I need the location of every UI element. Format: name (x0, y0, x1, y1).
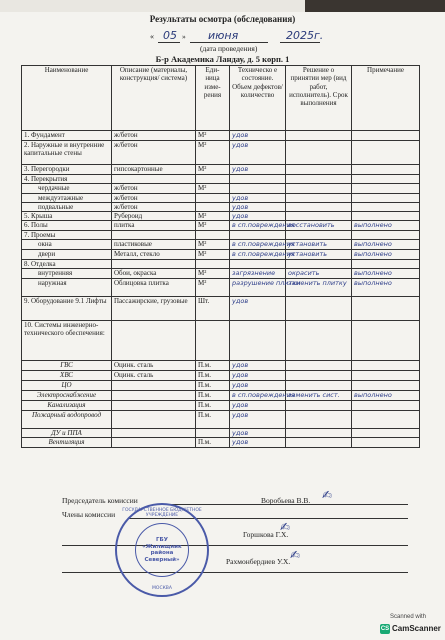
cell-unit: М² (196, 221, 230, 231)
cell-name: 7. Проемы (22, 231, 112, 240)
cell-decision: восстановить (286, 221, 352, 231)
date-year: 2025г. (286, 29, 324, 42)
cell-note: выполнено (352, 279, 420, 297)
header-name: Наименование (22, 66, 112, 131)
cell-decision (286, 141, 352, 165)
cell-desc (112, 411, 196, 429)
stamp-ring-top: ГОСУДАРСТВЕННОЕ БЮДЖЕТНОЕ УЧРЕЖДЕНИЕ (122, 508, 202, 518)
cell-state: удов (230, 165, 286, 175)
date-day: 05 (163, 29, 177, 42)
cell-name: двери (22, 250, 112, 260)
cell-name: ГВС (22, 361, 112, 371)
cell-name: 10. Системы инженерно- технического обеспечения: (22, 321, 112, 361)
cell-note: выполнено (352, 221, 420, 231)
camscanner-name: CamScanner (392, 624, 441, 633)
cell-state: разрушение плитки (230, 279, 286, 297)
cell-unit: П.м. (196, 401, 230, 411)
header-desc: Описание (материалы, конструкция/ система) (112, 66, 196, 131)
cell-name: Канализация (22, 401, 112, 411)
cell-note: выполнено (352, 269, 420, 279)
organization-stamp-icon (115, 503, 209, 597)
cell-decision (286, 212, 352, 221)
cell-unit: М² (196, 269, 230, 279)
member1-name: Горшкова Г.Х. (243, 530, 289, 539)
top-scan-shadow (305, 0, 445, 12)
cell-unit: М² (196, 212, 230, 221)
cell-name: Электроснабжение (22, 391, 112, 401)
cell-unit (196, 429, 230, 438)
cell-decision: установить (286, 250, 352, 260)
cell-note (352, 260, 420, 269)
cell-unit: П.м. (196, 361, 230, 371)
table-row (22, 371, 420, 381)
cell-name: 2. Наружные и внутренние капитальные стены (22, 141, 112, 165)
cell-state: в сп.повреждения (230, 250, 286, 260)
members-label: Члены комиссии (62, 510, 116, 519)
cell-desc: ж/бетон (112, 203, 196, 212)
cell-unit: П.м. (196, 438, 230, 448)
cell-unit: М² (196, 184, 230, 194)
header-decision: Решение о принятии мер (вид работ, исполнитель). Срок выполнения (286, 66, 352, 131)
cell-unit: М² (196, 240, 230, 250)
cell-name: 5. Крыша (22, 212, 112, 221)
cell-desc: Рубероид (112, 212, 196, 221)
cell-desc: Пассажирские, грузовые (112, 297, 196, 321)
cell-unit: М² (196, 250, 230, 260)
cell-decision (286, 184, 352, 194)
cell-decision (286, 203, 352, 212)
cell-decision (286, 429, 352, 438)
table-row (22, 184, 420, 194)
inspection-table (21, 65, 420, 448)
stamp-center (135, 523, 189, 577)
table-row (22, 212, 420, 221)
table-row (22, 438, 420, 448)
cell-state: удов (230, 297, 286, 321)
cell-decision: установить (286, 240, 352, 250)
cell-desc: Оцинк. сталь (112, 371, 196, 381)
cell-name: 4. Перекрытия (22, 175, 112, 184)
camscanner-logo-icon: CS (380, 626, 390, 632)
member2-signature-icon: ✍ (290, 548, 301, 562)
cell-state: удов (230, 429, 286, 438)
header-note: Примечание (352, 66, 420, 131)
date-month-underline (190, 42, 268, 43)
table-row (22, 221, 420, 231)
cell-state: в сп.повреждения (230, 391, 286, 401)
cell-note (352, 212, 420, 221)
scanned-with-text: Scanned with (390, 614, 427, 620)
cell-desc: гипсокартонные (112, 165, 196, 175)
table-row (22, 131, 420, 141)
cell-state: в сп.повреждения (230, 221, 286, 231)
cell-unit: П.м. (196, 411, 230, 429)
date-line (150, 32, 154, 41)
table-row (22, 165, 420, 175)
table-row (22, 429, 420, 438)
cell-note (352, 361, 420, 371)
cell-decision (286, 260, 352, 269)
cell-desc: Оцинк. сталь (112, 361, 196, 371)
cell-note (352, 231, 420, 240)
table-body (22, 131, 420, 448)
cell-desc: ж/бетон (112, 184, 196, 194)
chair-label: Председатель комиссии (62, 496, 138, 505)
cell-name: подвальные (22, 203, 112, 212)
table-row (22, 321, 420, 361)
cell-name: Пожарный водопровод (22, 411, 112, 429)
cell-decision (286, 438, 352, 448)
cell-note: выполнено (352, 240, 420, 250)
cell-state (230, 231, 286, 240)
cell-unit: П.м. (196, 391, 230, 401)
cell-name: ЦО (22, 381, 112, 391)
cell-desc: пластиковые (112, 240, 196, 250)
cell-state: удов (230, 371, 286, 381)
cell-note (352, 371, 420, 381)
date-year-underline (280, 42, 320, 43)
cell-decision: окрасить (286, 269, 352, 279)
cell-decision (286, 411, 352, 429)
header-unit: Еди- ница изме- рения (196, 66, 230, 131)
cell-decision (286, 194, 352, 203)
table-row (22, 401, 420, 411)
cell-name: чердачные (22, 184, 112, 194)
table-row (22, 269, 420, 279)
cell-name: 1. Фундамент (22, 131, 112, 141)
chair-name: Воробьева В.В. (261, 496, 311, 505)
table-row (22, 250, 420, 260)
cell-state: в сп.повреждения (230, 240, 286, 250)
address: Б-р Академика Ландау, д. 5 корп. 1 (155, 54, 290, 64)
cell-state: загрязнение (230, 269, 286, 279)
cell-state (230, 260, 286, 269)
cell-state: удов (230, 401, 286, 411)
top-scan-strip (0, 0, 445, 12)
table-row (22, 194, 420, 203)
cell-desc: Обои, окраска (112, 269, 196, 279)
table-row (22, 381, 420, 391)
cell-desc (112, 231, 196, 240)
cell-desc: плитка (112, 221, 196, 231)
member1-signature-icon: ✍ (280, 520, 291, 534)
cell-state: удов (230, 194, 286, 203)
cell-desc (112, 429, 196, 438)
cell-unit (196, 321, 230, 361)
member1-line (62, 545, 408, 546)
cell-note (352, 381, 420, 391)
table-header-row (22, 66, 420, 131)
cell-note: выполнено (352, 391, 420, 401)
cell-unit (196, 175, 230, 184)
member2-line (62, 572, 408, 573)
cell-desc: ж/бетон (112, 194, 196, 203)
cell-desc (112, 401, 196, 411)
cell-name: ДУ и ППА (22, 429, 112, 438)
cell-note (352, 401, 420, 411)
member2-name: Рахмонбердиев У.Х. (226, 557, 291, 566)
cell-state: удов (230, 411, 286, 429)
stamp-center-text: ГБУ «Жилищник района Северный» (142, 537, 182, 563)
cell-note (352, 165, 420, 175)
table-row (22, 231, 420, 240)
cell-state (230, 321, 286, 361)
cell-name: 3. Перегородки (22, 165, 112, 175)
table-row (22, 279, 420, 297)
cell-decision (286, 381, 352, 391)
cell-desc (112, 321, 196, 361)
cell-decision (286, 131, 352, 141)
cell-name: окна (22, 240, 112, 250)
cell-state (230, 184, 286, 194)
cell-unit: П.м. (196, 371, 230, 381)
cell-decision: заменить плитку (286, 279, 352, 297)
cell-unit: М² (196, 131, 230, 141)
cell-unit (196, 203, 230, 212)
cell-desc (112, 175, 196, 184)
cell-state: удов (230, 361, 286, 371)
doc-title: Результаты осмотра (обследования) (149, 14, 296, 24)
cell-state: удов (230, 131, 286, 141)
cell-desc (112, 391, 196, 401)
date-month: июня (208, 29, 239, 42)
cell-desc (112, 381, 196, 391)
cell-decision (286, 401, 352, 411)
cell-unit (196, 194, 230, 203)
cell-decision (286, 361, 352, 371)
cell-desc: ж/бетон (112, 141, 196, 165)
date-day-underline (158, 42, 180, 43)
cell-unit: М² (196, 279, 230, 297)
cell-desc: ж/бетон (112, 131, 196, 141)
cell-state (230, 175, 286, 184)
cell-note (352, 297, 420, 321)
cell-state: удов (230, 212, 286, 221)
cell-note (352, 184, 420, 194)
cell-name: 6. Полы (22, 221, 112, 231)
cell-name: наружная (22, 279, 112, 297)
cell-decision (286, 321, 352, 361)
table-row (22, 141, 420, 165)
cell-state: удов (230, 141, 286, 165)
cell-note (352, 321, 420, 361)
date-caption: (дата проведения) (200, 44, 258, 53)
camscanner-watermark (378, 612, 441, 636)
cell-unit: М² (196, 165, 230, 175)
cell-desc (112, 260, 196, 269)
table-row (22, 240, 420, 250)
cell-state: удов (230, 438, 286, 448)
header-state: Техническо е состояние. Объем дефектов/ количество (230, 66, 286, 131)
cell-name: 8. Отделка (22, 260, 112, 269)
table-row (22, 391, 420, 401)
date-open-quote: « (150, 32, 154, 41)
cell-name: внутренняя (22, 269, 112, 279)
cell-note (352, 194, 420, 203)
cell-note (352, 131, 420, 141)
cell-name: 9. Оборудование 9.1 Лифты (22, 297, 112, 321)
cell-unit: П.м. (196, 381, 230, 391)
cell-state: удов (230, 381, 286, 391)
cell-name: Вентиляция (22, 438, 112, 448)
cell-note (352, 141, 420, 165)
table-row (22, 203, 420, 212)
date-close-quote: » (182, 32, 186, 41)
cell-note: выполнено (352, 250, 420, 260)
cell-decision (286, 297, 352, 321)
cell-note (352, 203, 420, 212)
cell-unit (196, 260, 230, 269)
cell-unit (196, 231, 230, 240)
table-row (22, 361, 420, 371)
table-row (22, 297, 420, 321)
stamp-ring-bottom: МОСКВА (152, 586, 172, 591)
cell-unit: Шт. (196, 297, 230, 321)
cell-name: междуэтажные (22, 194, 112, 203)
table-row (22, 411, 420, 429)
cell-decision (286, 231, 352, 240)
cell-decision: заменить сист. (286, 391, 352, 401)
cell-decision (286, 371, 352, 381)
table-row (22, 260, 420, 269)
chair-signature-icon: ✍ (322, 488, 333, 502)
cell-name: ХВС (22, 371, 112, 381)
cell-note (352, 438, 420, 448)
cell-desc: Металл, стекло (112, 250, 196, 260)
cell-decision (286, 175, 352, 184)
cell-note (352, 175, 420, 184)
cell-note (352, 411, 420, 429)
cell-unit: М² (196, 141, 230, 165)
table-row (22, 175, 420, 184)
cell-state: удов (230, 203, 286, 212)
cell-desc (112, 438, 196, 448)
cell-decision (286, 165, 352, 175)
cell-note (352, 429, 420, 438)
cell-desc: Облицовка плитка (112, 279, 196, 297)
